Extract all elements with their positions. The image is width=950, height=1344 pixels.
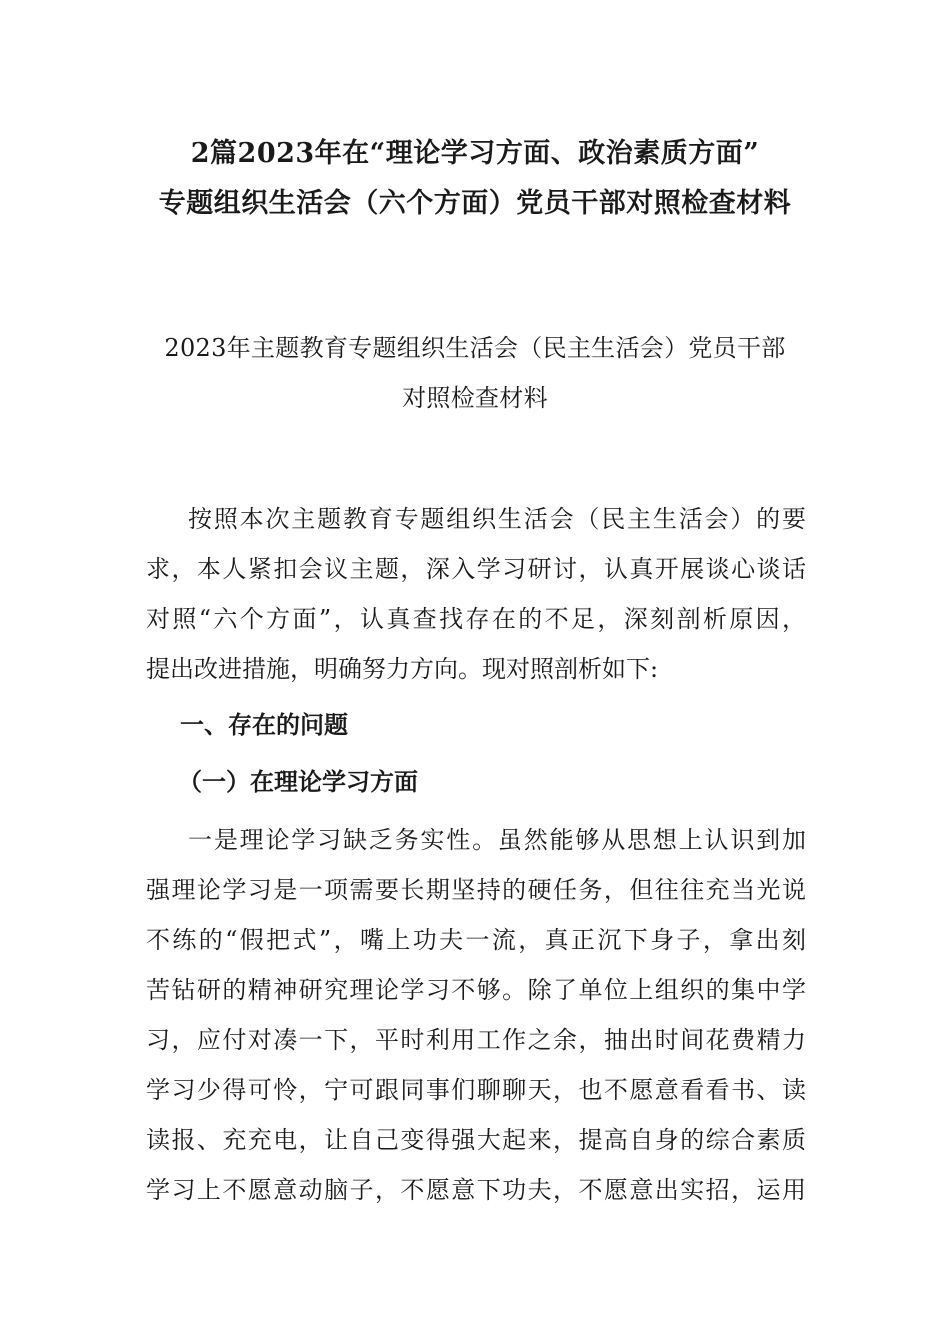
body-line-8: 学习上不愿意动脑子，不愿意下功夫，不愿意出实招，运用	[146, 1176, 806, 1204]
body-line-1: 一是理论学习缺乏务实性。虽然能够从思想上认识到加	[188, 826, 806, 854]
body-line-3: 不练的“假把式”，嘴上功夫一流，真正沉下身子，拿出刻	[146, 926, 806, 954]
body-line-2: 强理论学习是一项需要长期坚持的硬任务，但往往充当光说	[146, 876, 806, 904]
body-line-7: 读报、充充电，让自己变得强大起来，提高自身的综合素质	[146, 1126, 806, 1154]
intro-line-2: 求，本人紧扣会议主题，深入学习研讨，认真开展谈心谈话	[146, 555, 806, 583]
intro-line-4: 提出改进措施，明确努力方向。现对照剖析如下:	[146, 655, 659, 683]
subtitle-line-2: 对照检查材料	[402, 384, 548, 412]
body-line-6: 学习少得可怜，宁可跟同事们聊聊天，也不愿意看看书、读	[146, 1076, 806, 1104]
section-heading-problems: 一、存在的问题	[180, 710, 348, 739]
body-line-4: 苦钻研的精神研究理论学习不够。除了单位上组织的集中学	[146, 976, 806, 1004]
body-line-5: 习，应付对凑一下，平时利用工作之余，抽出时间花费精力	[146, 1026, 806, 1054]
document-title-line-1: 2篇2023年在“理论学习方面、政治素质方面”	[190, 138, 760, 169]
document-title-line-2: 专题组织生活会（六个方面）党员干部对照检查材料	[158, 188, 792, 219]
intro-line-3: 对照“六个方面”，认真查找存在的不足，深刻剖析原因，	[146, 605, 806, 633]
subsection-heading-theory-study: （一）在理论学习方面	[178, 767, 418, 796]
subtitle-line-1: 2023年主题教育专题组织生活会（民主生活会）党员干部	[164, 334, 786, 362]
intro-line-1: 按照本次主题教育专题组织生活会（民主生活会）的要	[188, 505, 806, 533]
